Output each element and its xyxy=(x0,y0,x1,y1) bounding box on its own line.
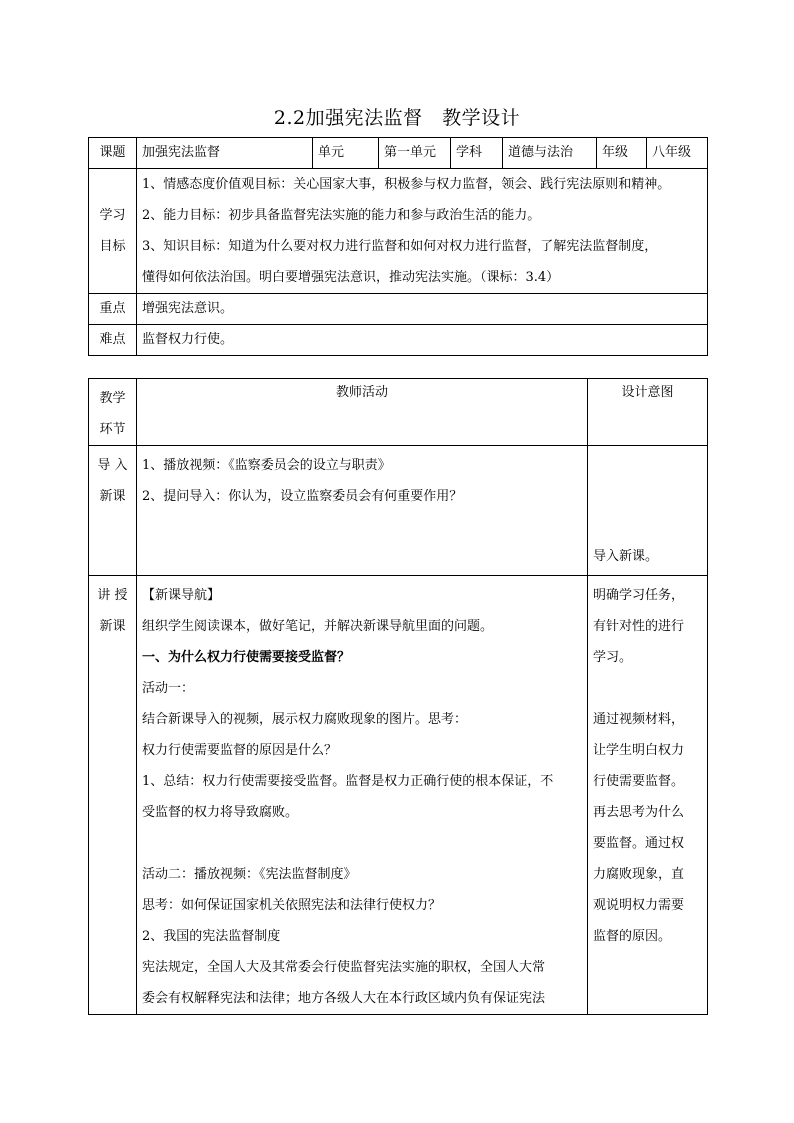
unit-value: 第一单元 xyxy=(379,138,451,169)
activity-line: 1、总结：权力行使需要接受监督。监督是权力正确行使的根本保证，不 xyxy=(142,774,554,789)
course-label: 课题 xyxy=(89,138,137,169)
activity-line: 2、提问导入：你认为，设立监察委员会有何重要作用？ xyxy=(142,489,463,504)
stage-header-line-2: 环节 xyxy=(99,422,126,437)
activity-line: 【新课导航】 xyxy=(142,588,221,603)
lecture-intent xyxy=(588,576,708,1015)
intent-line: 再去思考为什么 xyxy=(593,805,685,820)
intent-line: 力腐败现象，直 xyxy=(593,867,685,882)
lecture-stage-line-2: 新课 xyxy=(99,619,126,634)
intent-line: 学习。 xyxy=(593,650,633,665)
lecture-stage xyxy=(89,576,137,1015)
intent-header: 设计意图 xyxy=(588,379,708,446)
goal-line: 2、能力目标：初步具备监督宪法实施的能力和参与政治生活的能力。 xyxy=(142,208,541,223)
subject-value: 道德与法治 xyxy=(503,138,597,169)
activity-line: 组织学生阅读课本，做好笔记，并解决新课导航里面的问题。 xyxy=(142,619,494,634)
key-point-label: 重点 xyxy=(89,294,137,325)
grade-label: 年级 xyxy=(597,138,647,169)
subject-label: 学科 xyxy=(451,138,503,169)
activity-line: 思考：如何保证国家机关依照宪法和法律行使权力？ xyxy=(142,898,442,913)
goals-content xyxy=(137,169,708,294)
difficulty-value: 监督权力行使。 xyxy=(137,325,708,356)
lecture-stage-line-1: 讲 授 xyxy=(97,588,128,603)
activity-line: 受监督的权力将导致腐败。 xyxy=(142,805,299,820)
activity-line: 2、我国的宪法监督制度 xyxy=(142,929,281,944)
intent-line: 要监督。通过权 xyxy=(593,836,685,851)
intro-stage xyxy=(89,446,137,576)
activity-line: 结合新课导入的视频，展示权力腐败现象的图片。思考： xyxy=(142,712,468,727)
goal-line: 1、情感态度价值观目标：关心国家大事，积极参与权力监督，领会、践行宪法原则和精神。 xyxy=(142,177,671,192)
intent-line: 明确学习任务， xyxy=(593,588,685,603)
activity-line: 活动一： xyxy=(142,681,195,696)
blank-line xyxy=(142,828,582,859)
lecture-activity xyxy=(137,576,588,1015)
stage-header xyxy=(89,379,137,446)
goals-label xyxy=(89,169,137,294)
activity-line: 宪法规定，全国人大及其常委会行使监督宪法实施的职权，全国人大常 xyxy=(142,960,546,975)
activity-line: 1、播放视频：《监察委员会的设立与职责》 xyxy=(142,458,391,473)
key-point-value: 增强宪法意识。 xyxy=(137,294,708,325)
stage-header-line-1: 教学 xyxy=(99,391,126,406)
goal-line: 懂得如何依法治国。明白要增强宪法意识，推动宪法实施。（课标：3.4） xyxy=(142,270,560,285)
activity-header: 教师活动 xyxy=(137,379,588,446)
intro-activity xyxy=(137,446,588,576)
intent-line: 行使需要监督。 xyxy=(593,774,685,789)
intent-line: 监督的原因。 xyxy=(593,929,672,944)
goal-line: 3、知识目标：知道为什么要对权力进行监督和如何对权力进行监督，了解宪法监督制度， xyxy=(142,239,658,254)
grade-value: 八年级 xyxy=(647,138,708,169)
intro-intent: 导入新课。 xyxy=(588,446,708,576)
activity-line: 委会有权解释宪法和法律；地方各级人大在本行政区域内负有保证宪法 xyxy=(142,991,546,1006)
activity-line: 活动二：播放视频：《宪法监督制度》 xyxy=(142,867,357,882)
blank-line xyxy=(593,673,702,704)
goals-label-line-2: 目标 xyxy=(99,239,126,254)
section-heading: 一、为什么权力行使需要接受监督？ xyxy=(142,650,351,665)
intro-stage-line-1: 导 入 xyxy=(97,458,128,473)
lesson-info-table xyxy=(88,137,708,356)
teaching-process-table xyxy=(88,378,708,1015)
course-value: 加强宪法监督 xyxy=(137,138,313,169)
page-title: 2.2加强宪法监督 教学设计 xyxy=(273,107,521,129)
difficulty-label: 难点 xyxy=(89,325,137,356)
goals-label-line-1: 学习 xyxy=(99,208,126,223)
intent-line: 有针对性的进行 xyxy=(593,619,685,634)
intent-line: 观说明权力需要 xyxy=(593,898,685,913)
activity-line: 权力行使需要监督的原因是什么？ xyxy=(142,743,338,758)
intent-line: 让学生明白权力 xyxy=(593,743,685,758)
intro-stage-line-2: 新课 xyxy=(99,489,126,504)
intent-line: 通过视频材料， xyxy=(593,712,685,727)
unit-label: 单元 xyxy=(313,138,379,169)
